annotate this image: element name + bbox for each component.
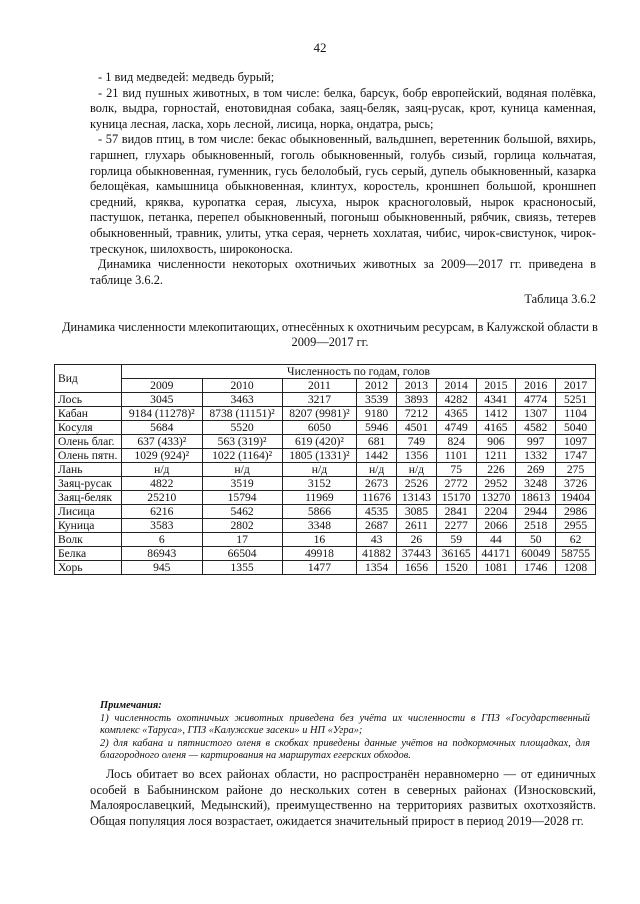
value-cell: 2802 [202, 519, 282, 533]
year-header-2014: 2014 [436, 379, 476, 393]
value-cell: 4341 [476, 393, 516, 407]
population-table [54, 364, 596, 575]
species-cell: Хорь [55, 561, 122, 575]
value-cell: 49918 [282, 547, 357, 561]
value-cell: 1332 [516, 449, 556, 463]
value-cell: 1104 [556, 407, 596, 421]
value-cell: 15170 [436, 491, 476, 505]
value-cell: 2277 [436, 519, 476, 533]
value-cell: 3217 [282, 393, 357, 407]
value-cell: 86943 [122, 547, 203, 561]
value-cell: 2955 [556, 519, 596, 533]
header-group: Численность по годам, голов [122, 365, 596, 379]
value-cell: 906 [476, 435, 516, 449]
value-cell: 4501 [397, 421, 437, 435]
year-header-2009: 2009 [122, 379, 203, 393]
value-cell: 1355 [202, 561, 282, 575]
value-cell: 997 [516, 435, 556, 449]
value-cell: 44 [476, 533, 516, 547]
value-cell: н/д [397, 463, 437, 477]
value-cell: 619 (420)² [282, 435, 357, 449]
value-cell: 4165 [476, 421, 516, 435]
notes-title: Примечания: [100, 700, 162, 711]
value-cell: 9180 [357, 407, 397, 421]
furbearers-item: - 21 вид пушных животных, в том числе: белка, барсук, бобр европейский, водяная полёвка, волк, выдра, горностай, енотовидная собака, заяц-беляк, заяц-русак, крот, куница каменная, куница лесная, ласка, хорь лесной, лисица, норка, ондатра, рысь; [90, 85, 596, 131]
value-cell: 637 (433)² [122, 435, 203, 449]
year-header-2013: 2013 [397, 379, 437, 393]
value-cell: 1747 [556, 449, 596, 463]
value-cell: 1805 (1331)² [282, 449, 357, 463]
value-cell: 3152 [282, 477, 357, 491]
table-label: Таблица 3.6.2 [524, 292, 596, 306]
table-row [55, 491, 596, 505]
value-cell: 275 [556, 463, 596, 477]
value-cell: 5040 [556, 421, 596, 435]
species-cell: Косуля [55, 421, 122, 435]
value-cell: 2841 [436, 505, 476, 519]
value-cell: 41882 [357, 547, 397, 561]
value-cell: 18613 [516, 491, 556, 505]
years-row [55, 379, 596, 393]
species-cell: Белка [55, 547, 122, 561]
value-cell: 5520 [202, 421, 282, 435]
table-row [55, 449, 596, 463]
species-cell: Олень благ. [55, 435, 122, 449]
year-header-2015: 2015 [476, 379, 516, 393]
page-number: 42 [313, 40, 327, 55]
bear-item: - 1 вид медведей: медведь бурый; [98, 70, 275, 84]
value-cell: 563 (319)² [202, 435, 282, 449]
value-cell: 5251 [556, 393, 596, 407]
value-cell: 44171 [476, 547, 516, 561]
value-cell: 4774 [516, 393, 556, 407]
dynamics-paragraph: Динамика численности некоторых охотничьих животных за 2009—2017 гг. приведена в таблице 3.6.2. [90, 257, 596, 287]
table-row [55, 421, 596, 435]
species-cell: Кабан [55, 407, 122, 421]
value-cell: 1656 [397, 561, 437, 575]
value-cell: 749 [397, 435, 437, 449]
year-header-2010: 2010 [202, 379, 282, 393]
value-cell: 25210 [122, 491, 203, 505]
value-cell: 3085 [397, 505, 437, 519]
value-cell: 1081 [476, 561, 516, 575]
species-cell: Лось [55, 393, 122, 407]
value-cell: 2066 [476, 519, 516, 533]
value-cell: 37443 [397, 547, 437, 561]
value-cell: 60049 [516, 547, 556, 561]
value-cell: н/д [202, 463, 282, 477]
value-cell: 19404 [556, 491, 596, 505]
table-row [55, 393, 596, 407]
table-row [55, 463, 596, 477]
value-cell: 3045 [122, 393, 203, 407]
species-cell: Лань [55, 463, 122, 477]
value-cell: 8738 (11151)² [202, 407, 282, 421]
value-cell: н/д [282, 463, 357, 477]
value-cell: 3726 [556, 477, 596, 491]
value-cell: 1356 [397, 449, 437, 463]
value-cell: 5946 [357, 421, 397, 435]
value-cell: 4749 [436, 421, 476, 435]
value-cell: 43 [357, 533, 397, 547]
value-cell: 2204 [476, 505, 516, 519]
value-cell: 226 [476, 463, 516, 477]
value-cell: 2687 [357, 519, 397, 533]
value-cell: 3539 [357, 393, 397, 407]
species-cell: Заяц-беляк [55, 491, 122, 505]
value-cell: 66504 [202, 547, 282, 561]
note-2: 2) для кабана и пятнистого оленя в скобках приведены данные учётов на подкормочных площадках, для благородного оленя — картирования на маршрутах егерских обходов. [100, 737, 590, 762]
value-cell: 3583 [122, 519, 203, 533]
value-cell: 1211 [476, 449, 516, 463]
value-cell: 6216 [122, 505, 203, 519]
table-row [55, 561, 596, 575]
table-row [55, 519, 596, 533]
value-cell: 1412 [476, 407, 516, 421]
value-cell: 5684 [122, 421, 203, 435]
value-cell: 4582 [516, 421, 556, 435]
table-row [55, 505, 596, 519]
year-header-2012: 2012 [357, 379, 397, 393]
value-cell: 2526 [397, 477, 437, 491]
value-cell: 2518 [516, 519, 556, 533]
species-cell: Олень пятн. [55, 449, 122, 463]
value-cell: н/д [122, 463, 203, 477]
value-cell: 16 [282, 533, 357, 547]
value-cell: 3248 [516, 477, 556, 491]
value-cell: 58755 [556, 547, 596, 561]
value-cell: 59 [436, 533, 476, 547]
value-cell: 9184 (11278)² [122, 407, 203, 421]
species-cell: Волк [55, 533, 122, 547]
table-caption: Динамика численности млекопитающих, отнесённых к охотничьим ресурсам, в Калужской области в 2009—2017 гг. [62, 320, 598, 349]
value-cell: 1029 (924)² [122, 449, 203, 463]
birds-item: - 57 видов птиц, в том числе: бекас обыкновенный, вальдшнеп, веретенник большой, вяхирь, гаршнеп, глухарь обыкновенный, гоголь обыкновенный, голубь сизый, горлица кольчатая, горлица обыкновенная, гуменник, гусь белолобый, гусь серый, дупель обыкновенный, казарка белощёкая, камышница обыкновенная, клинтух, коростель, кроншнеп большой, кроншнеп средний, кряква, куропатка серая, лысуха, нырок красноголовый, нырок красноносый, пастушок, петанка, перепел обыкновенный, погоныш обыкновенный, рябчик, свиязь, тетерев обыкновенный, травник, улиты, утка серая, чернеть хохлатая, чибис, чирок-свистунок, чирок-трескунок, шилохвость, широконоска. [90, 132, 596, 256]
value-cell: 17 [202, 533, 282, 547]
value-cell: 13270 [476, 491, 516, 505]
value-cell: 2772 [436, 477, 476, 491]
table-row [55, 407, 596, 421]
value-cell: 2611 [397, 519, 437, 533]
species-cell: Заяц-русак [55, 477, 122, 491]
value-cell: 1097 [556, 435, 596, 449]
note-1: 1) численность охотничьих животных приведена без учёта их численности в ГПЗ «Государственный комплекс «Таруса», ГПЗ «Калужские засеки» и НП «Угра»; [100, 712, 590, 737]
value-cell: 4282 [436, 393, 476, 407]
value-cell: 15794 [202, 491, 282, 505]
value-cell: 26 [397, 533, 437, 547]
value-cell: 1442 [357, 449, 397, 463]
value-cell: 2673 [357, 477, 397, 491]
value-cell: 62 [556, 533, 596, 547]
value-cell: 2986 [556, 505, 596, 519]
value-cell: 2952 [476, 477, 516, 491]
table-row [55, 435, 596, 449]
table-row [55, 533, 596, 547]
value-cell: 681 [357, 435, 397, 449]
value-cell: 1746 [516, 561, 556, 575]
value-cell: 824 [436, 435, 476, 449]
value-cell: 269 [516, 463, 556, 477]
value-cell: 1307 [516, 407, 556, 421]
value-cell: 1477 [282, 561, 357, 575]
notes [100, 700, 590, 763]
year-header-2016: 2016 [516, 379, 556, 393]
table-row [55, 547, 596, 561]
value-cell: 5866 [282, 505, 357, 519]
value-cell: 2944 [516, 505, 556, 519]
year-header-2017: 2017 [556, 379, 596, 393]
value-cell: 5462 [202, 505, 282, 519]
value-cell: 13143 [397, 491, 437, 505]
table-body [55, 393, 596, 575]
value-cell: 1208 [556, 561, 596, 575]
species-cell: Лисица [55, 505, 122, 519]
table-header-row [55, 365, 596, 379]
value-cell: 6050 [282, 421, 357, 435]
value-cell: 11676 [357, 491, 397, 505]
value-cell: 4535 [357, 505, 397, 519]
value-cell: 3519 [202, 477, 282, 491]
header-species: Вид [55, 365, 122, 393]
table-row [55, 477, 596, 491]
value-cell: 1022 (1164)² [202, 449, 282, 463]
value-cell: 8207 (9981)² [282, 407, 357, 421]
intro-text [90, 70, 596, 288]
value-cell: 3348 [282, 519, 357, 533]
value-cell: 3463 [202, 393, 282, 407]
value-cell: 4822 [122, 477, 203, 491]
value-cell: 11969 [282, 491, 357, 505]
value-cell: 36165 [436, 547, 476, 561]
year-header-2011: 2011 [282, 379, 357, 393]
final-paragraph: Лось обитает во всех районах области, но распространён неравномерно — от единичных особей в Бабынинском районе до нескольких сотен в северных районах (Износковский, Малоярославецкий, Медынский), преимущественно на территориях развитых охотхозяйств. Общая популяция лося возрастает, ожидается значительный прирост в период 2019—2028 гг. [90, 767, 596, 828]
value-cell: 3893 [397, 393, 437, 407]
value-cell: 7212 [397, 407, 437, 421]
species-cell: Куница [55, 519, 122, 533]
value-cell: 1354 [357, 561, 397, 575]
value-cell: н/д [357, 463, 397, 477]
value-cell: 945 [122, 561, 203, 575]
value-cell: 6 [122, 533, 203, 547]
value-cell: 1520 [436, 561, 476, 575]
value-cell: 4365 [436, 407, 476, 421]
value-cell: 50 [516, 533, 556, 547]
value-cell: 75 [436, 463, 476, 477]
value-cell: 1101 [436, 449, 476, 463]
